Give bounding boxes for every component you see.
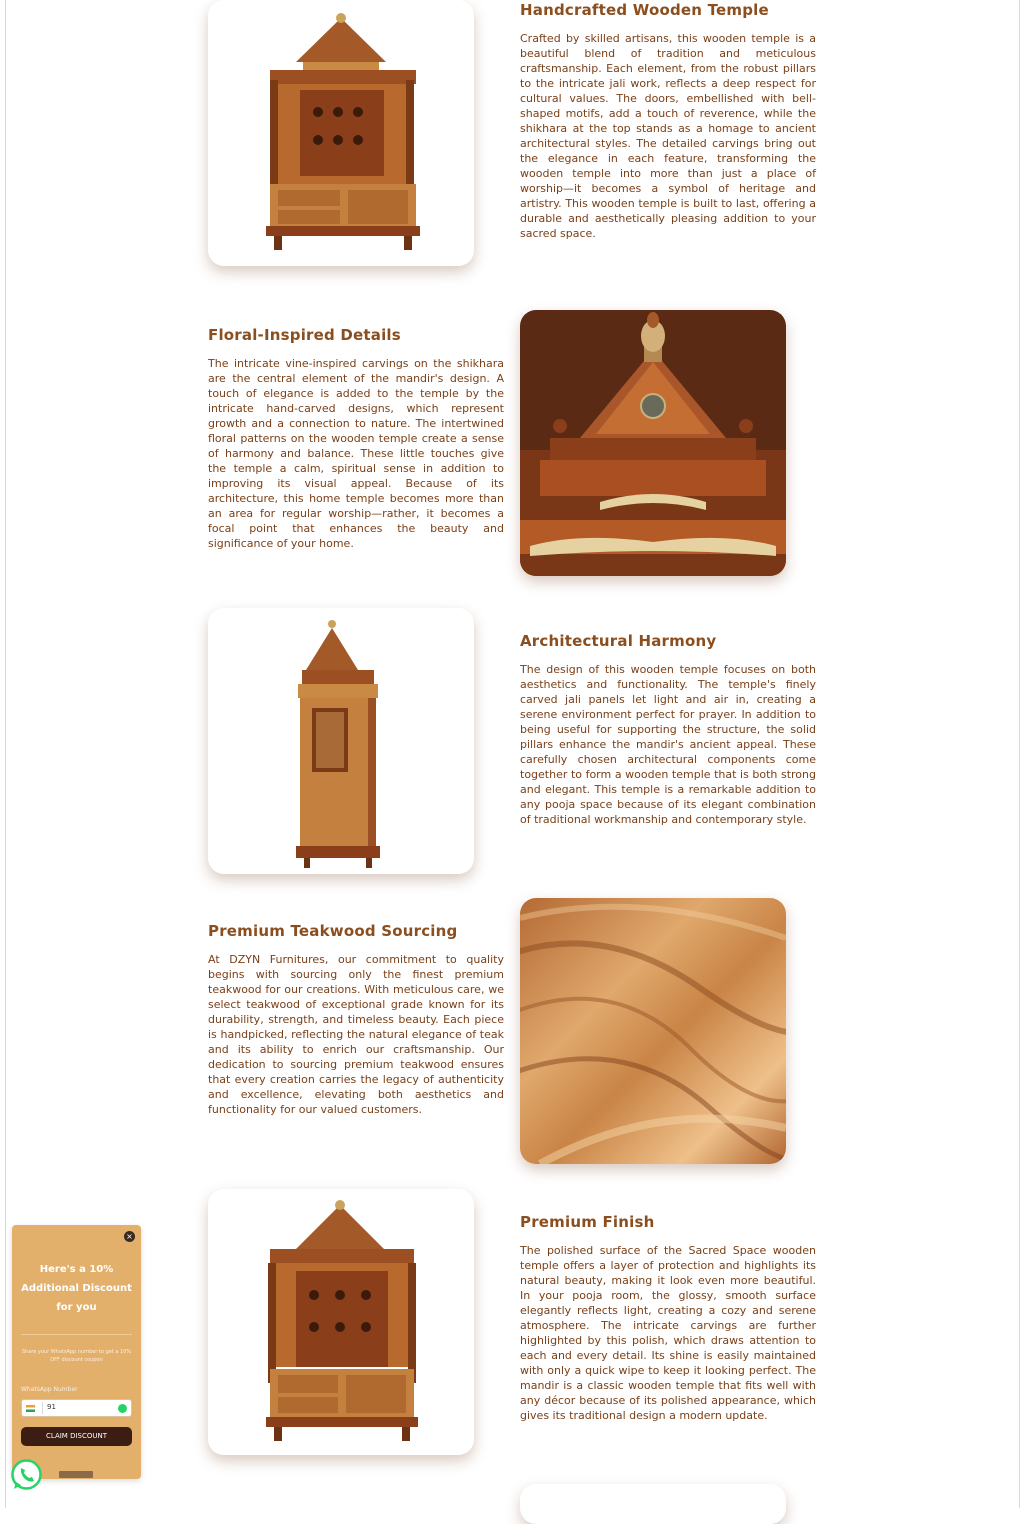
section-4-text: At DZYN Furnitures, our commitment to quality begins with sourcing only the finest premium teakwood for our creations. With meticulous care, we select teakwood of exceptional grade known for its durability, strength, and timeless beauty. Each piece is handpicked, reflecting the natural elegance of teak and its ability to enrich our craftsmanship. Our dedication to sourcing premium teakwood ensures that every creation carries the legacy of authenticity and excellence, elevating both aesthetics and functionality for our valued customers. xyxy=(208,953,504,1116)
popup-subtext: Share your WhatsApp number to get a 10% OFF discount coupon xyxy=(21,1349,132,1363)
whatsapp-field-label: WhatsApp Number xyxy=(21,1386,78,1393)
temple-side-image xyxy=(208,608,474,874)
section-2-title: Floral-Inspired Details xyxy=(208,326,401,344)
section-5-title: Premium Finish xyxy=(520,1213,655,1231)
temple-shikhara-closeup-image xyxy=(520,310,786,576)
temple-front-image xyxy=(208,0,474,266)
india-flag-icon[interactable] xyxy=(26,1405,35,1412)
popup-headline: Here's a 10% Additional Discount for you xyxy=(21,1264,132,1313)
section-1-title: Handcrafted Wooden Temple xyxy=(520,1,769,19)
section-2-text: The intricate vine-inspired carvings on the shikhara are the central element of the mandir's design. A touch of elegance is added to the temple by the intricate hand-carved designs, which represent growth and a connection to nature. The intertwined floral patterns on the wooden temple create a sense of harmony and balance. These little touches give the temple a calm, spiritual sense in addition to improving its visual appeal. Because of its architecture, this home temple becomes more than an area for regular worship—rather, it becomes a focal point that enhances the beauty and significance of your home. xyxy=(208,357,504,550)
temple-finish-image xyxy=(208,1189,474,1455)
input-divider xyxy=(42,1402,43,1414)
whatsapp-number-input[interactable] xyxy=(21,1399,132,1417)
next-section-image xyxy=(520,1484,786,1524)
whatsapp-icon[interactable] xyxy=(10,1458,43,1491)
page-frame xyxy=(5,0,1020,1508)
section-3-text: The design of this wooden temple focuses on both aesthetics and functionality. The temple's finely carved jali panels let light and air in, creating a serene environment perfect for prayer. In addition to being useful for supporting the structure, the solid pillars enhance the mandir's ancient appeal. These carefully chosen architectural components come together to form a wooden temple that is both strong and elegant. This temple is a remarkable addition to any pooja space because of its elegant combination of traditional workmanship and contemporary style. xyxy=(520,663,816,826)
section-4-title: Premium Teakwood Sourcing xyxy=(208,922,458,940)
close-icon[interactable]: × xyxy=(124,1231,135,1242)
discount-popup xyxy=(12,1225,141,1479)
section-3-title: Architectural Harmony xyxy=(520,632,717,650)
phone-value[interactable]: 91 xyxy=(47,1403,56,1411)
popup-divider xyxy=(21,1334,132,1335)
powered-by-badge xyxy=(59,1471,93,1478)
section-5-text: The polished surface of the Sacred Space wooden temple offers a layer of protection and highlights its natural beauty, making it look even more beautiful. In your pooja room, the glossy, smooth surface elegantly reflects light, creating a cozy and serene atmosphere. The intricate carvings are further highlighted by this polish, which draws attention to each and every detail. Its shine is easily maintained with only a quick wipe to keep it looking perfect. The mandir is a classic wooden temple that fits well with any décor because of its polished appearance, which gives its traditional design a modern update. xyxy=(520,1244,816,1422)
section-1-text: Crafted by skilled artisans, this wooden temple is a beautiful blend of tradition and meticulous craftsmanship. Each element, from the robust pillars to the intricate jali work, reflects a deep respect for cultural values. The doors, embellished with bell-shaped motifs, add a touch of reverence, while the shikhara at the top stands as a homage to ancient architectural styles. The detailed carvings bring out the elegance in each feature, transforming the wooden temple into more than just a place of worship—it becomes a symbol of heritage and artistry. This wooden temple is built to last, offering a durable and aesthetically pleasing addition to your sacred space. xyxy=(520,32,816,240)
whatsapp-mini-icon xyxy=(118,1404,127,1413)
claim-discount-button[interactable]: CLAIM DISCOUNT xyxy=(21,1427,132,1446)
teakwood-grain-image xyxy=(520,898,786,1164)
